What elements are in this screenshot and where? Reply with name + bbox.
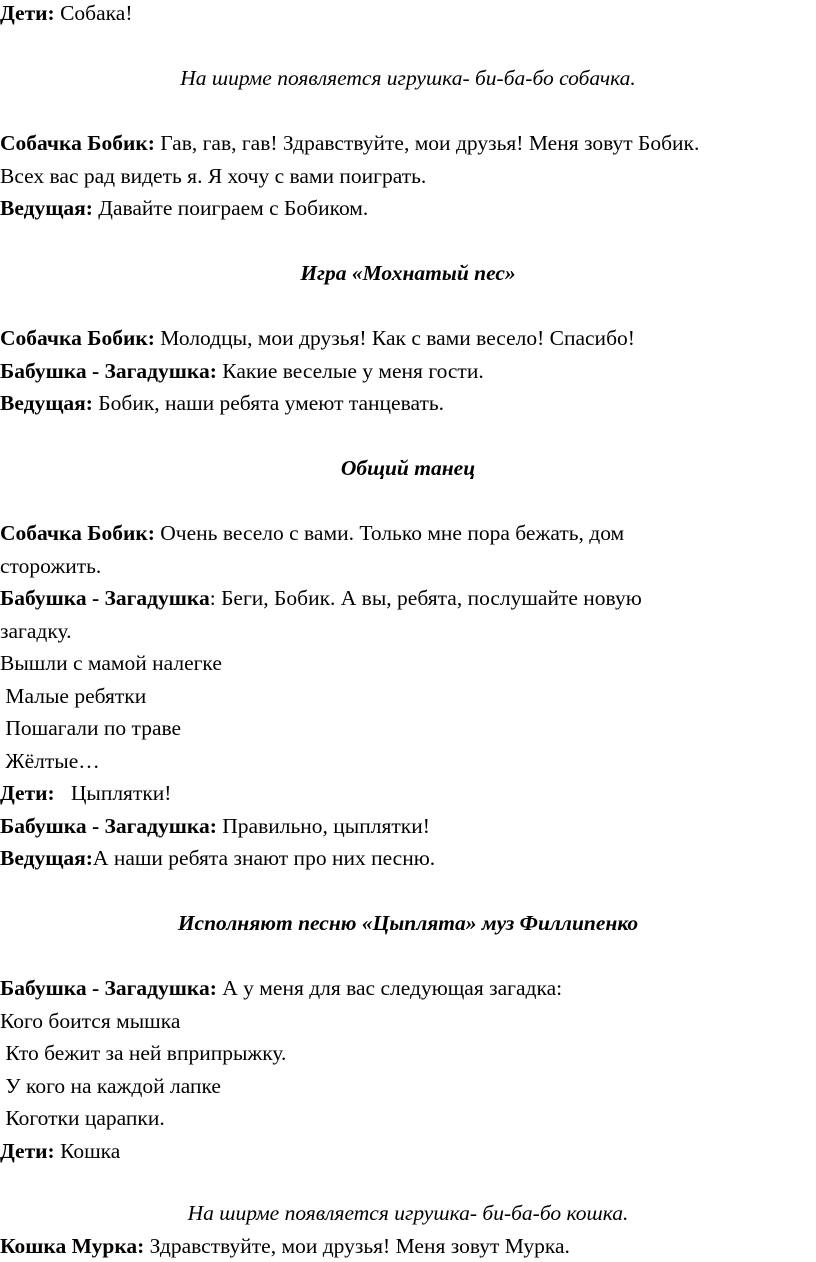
riddle-line (0, 1108, 165, 1130)
dialogue-line (0, 361, 484, 383)
dialogue-text: А наши ребята знают про них песню. (92, 846, 436, 870)
dialogue-text: сторожить. (0, 554, 102, 578)
dialogue-text: Очень весело с вами. Только мне пора бежать, дом (154, 521, 625, 545)
dialogue-line (0, 848, 435, 870)
riddle-line (0, 1011, 180, 1033)
riddle-text: Кто бежит за ней вприпрыжку. (0, 1041, 287, 1065)
dialogue-line (0, 198, 368, 220)
dialogue-text: Собака! (54, 1, 133, 25)
dialogue-line (0, 556, 101, 578)
section-heading: Игра «Мохнатый пес» (300, 261, 516, 285)
riddle-text: Малые ребятки (0, 684, 147, 708)
dialogue-line (0, 1236, 570, 1258)
speaker-label: Кошка Мурка: (0, 1234, 145, 1258)
dialogue-line (0, 621, 71, 643)
speaker-label: Собачка Бобик: (0, 521, 155, 545)
riddle-text: У кого на каждой лапке (0, 1074, 221, 1098)
dialogue-text: Здравствуйте, мои друзья! Меня зовут Мурка. (144, 1234, 570, 1258)
riddle-text: Жёлтые… (0, 749, 100, 773)
dialogue-text: Какие веселые у меня гости. (216, 359, 484, 383)
dialogue-line (0, 783, 171, 805)
speaker-label: Бабушка - Загадушка: (0, 976, 217, 1000)
speaker-label: Ведущая: (0, 196, 93, 220)
riddle-text: Вышли с мамой налегке (0, 651, 222, 675)
dialogue-line (0, 393, 444, 415)
dialogue-text: Бобик, наши ребята умеют танцевать. (92, 391, 445, 415)
speaker-label: Ведущая: (0, 391, 93, 415)
riddle-line (0, 653, 222, 675)
dialogue-line (0, 523, 624, 545)
stage-direction: На ширме появляется игрушка- би-ба-бо собачка. (180, 66, 636, 90)
dialogue-line (0, 816, 430, 838)
dialogue-text: Гав, гав, гав! Здравствуйте, мои друзья! Меня зовут Бобик. (154, 131, 700, 155)
speaker-label: Собачка Бобик: (0, 131, 155, 155)
dialogue-text: Молодцы, мои друзья! Как с вами весело! Спасибо! (154, 326, 635, 350)
section-heading: Исполняют песню «Цыплята» муз Филлипенко (177, 911, 639, 935)
speaker-label: Собачка Бобик: (0, 326, 155, 350)
speaker-label: Бабушка - Загадушка (0, 586, 210, 610)
stage-direction: На ширме появляется игрушка- би-ба-бо кошка. (187, 1201, 629, 1225)
dialogue-line (0, 133, 699, 155)
speaker-label: Дети: (0, 781, 55, 805)
dialogue-line (0, 588, 642, 610)
riddle-line (0, 1043, 286, 1065)
dialogue-line (0, 328, 635, 350)
dialogue-text: Давайте поиграем с Бобиком. (92, 196, 369, 220)
dialogue-line (0, 1141, 120, 1163)
speaker-label: Ведущая: (0, 846, 93, 870)
speaker-label: Дети: (0, 1, 55, 25)
section-heading: Общий танец (340, 456, 476, 480)
dialogue-text: Всех вас рад видеть я. Я хочу с вами поиграть. (0, 164, 427, 188)
dialogue-line (0, 3, 133, 25)
dialogue-text: Кошка (54, 1139, 121, 1163)
riddle-text: Коготки царапки. (0, 1106, 165, 1130)
dialogue-text: Цыплятки! (54, 781, 172, 805)
dialogue-text: загадку. (0, 619, 72, 643)
speaker-label: Бабушка - Загадушка: (0, 814, 217, 838)
riddle-line (0, 751, 100, 773)
riddle-text: Пошагали по траве (0, 716, 182, 740)
dialogue-line (0, 978, 562, 1000)
dialogue-text: : Беги, Бобик. А вы, ребята, послушайте новую (209, 586, 642, 610)
riddle-line (0, 686, 146, 708)
riddle-line (0, 1076, 221, 1098)
speaker-label: Дети: (0, 1139, 55, 1163)
dialogue-text: А у меня для вас следующая загадка: (216, 976, 563, 1000)
riddle-line (0, 718, 181, 740)
dialogue-line (0, 166, 426, 188)
dialogue-text: Правильно, цыплятки! (216, 814, 430, 838)
riddle-text: Кого боится мышка (0, 1009, 181, 1033)
speaker-label: Бабушка - Загадушка: (0, 359, 217, 383)
